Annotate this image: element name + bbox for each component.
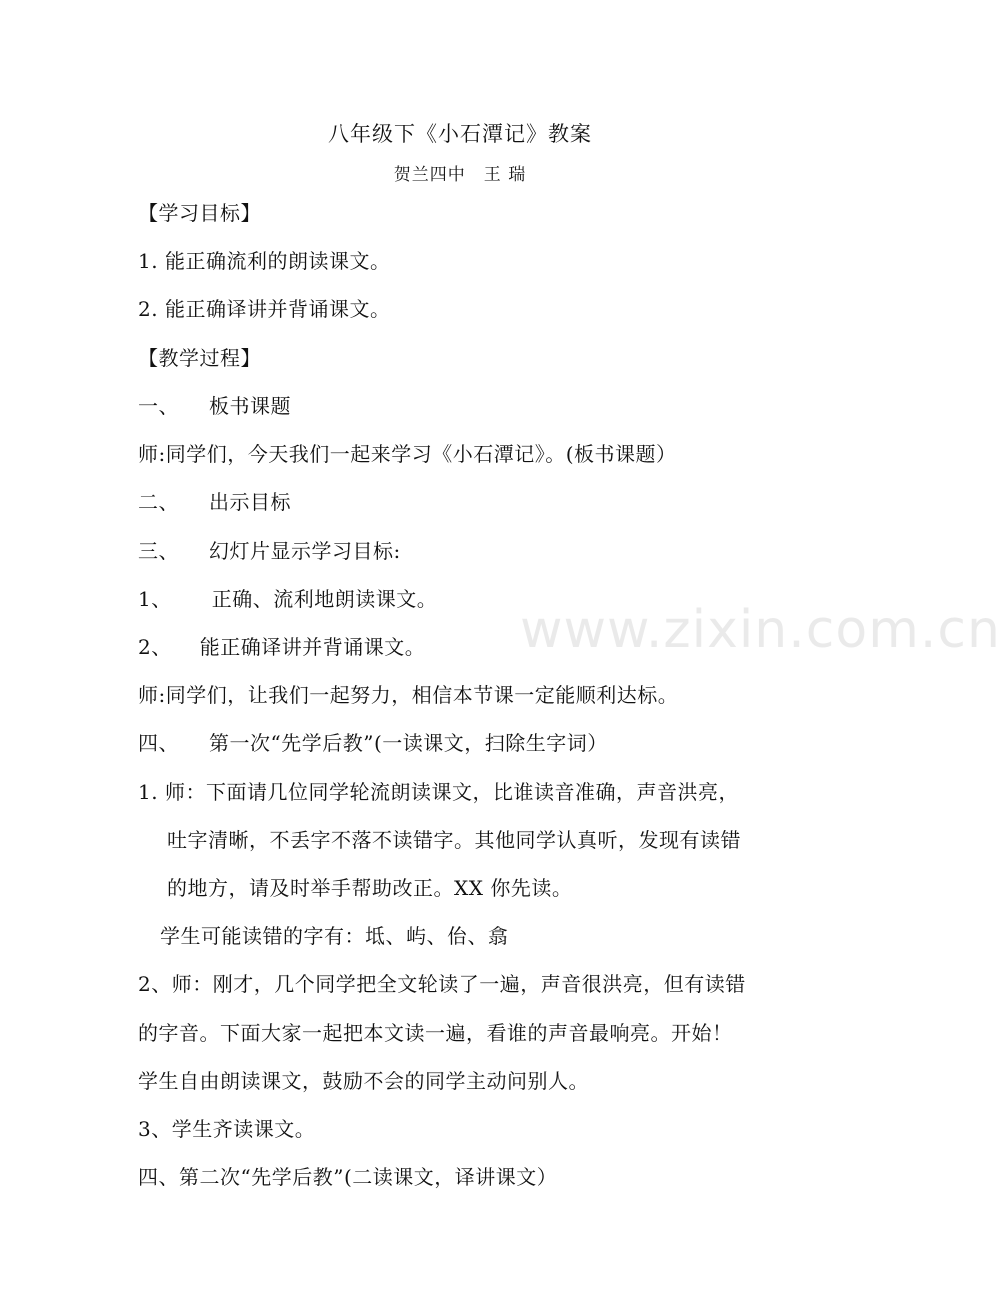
step-number: 一、 <box>138 394 179 418</box>
step-heading-1 <box>138 390 291 419</box>
section-heading-objectives: 【学习目标】 <box>138 201 261 225</box>
item-text: 能正确译讲并背诵课文。 <box>199 635 426 659</box>
teacher-line: 师:同学们，今天我们一起来学习《小石潭记》。(板书课题） <box>138 442 677 466</box>
document-author: 贺兰四中 王 瑞 <box>393 165 527 185</box>
teacher-line: 师:同学们，让我们一起努力，相信本节课一定能顺利达标。 <box>138 683 679 707</box>
paragraph-line: 2、师：刚才，几个同学把全文轮读了一遍，声音很洪亮，但有读错 <box>138 972 746 996</box>
paragraph-line: 3、学生齐读课文。 <box>138 1117 316 1141</box>
slide-objective-2 <box>138 631 425 660</box>
step-heading-3 <box>138 535 401 564</box>
step-text: 出示目标 <box>209 490 291 514</box>
item-number: 2、 <box>138 635 172 659</box>
paragraph-line: 的地方，请及时举手帮助改正。XX 你先读。 <box>167 876 573 900</box>
watermark: www.zixin.com.cn <box>520 600 1001 660</box>
objective-item-2: 2. 能正确译讲并背诵课文。 <box>138 297 391 321</box>
slide-objective-1 <box>138 583 437 612</box>
document-title: 八年级下《小石潭记》教案 <box>328 122 592 146</box>
paragraph-line: 学生自由朗读课文，鼓励不会的同学主动问别人。 <box>138 1069 589 1093</box>
paragraph-line: 1. 师：下面请几位同学轮流朗读课文，比谁读音准确，声音洪亮， <box>138 780 739 804</box>
item-number: 1、 <box>138 587 172 611</box>
step-heading-5: 四、第二次“先学后教”(二读课文，译讲课文） <box>138 1165 558 1189</box>
paragraph-line: 吐字清晰，不丢字不落不读错字。其他同学认真听，发现有读错 <box>167 828 741 852</box>
objective-item-1: 1. 能正确流利的朗读课文。 <box>138 249 391 273</box>
step-number: 三、 <box>138 539 179 563</box>
section-heading-process: 【教学过程】 <box>138 346 261 370</box>
item-text: 正确、流利地朗读课文。 <box>211 587 438 611</box>
step-heading-2 <box>138 486 291 515</box>
step-number: 二、 <box>138 490 179 514</box>
paragraph-line: 的字音。下面大家一起把本文读一遍，看谁的声音最响亮。开始！ <box>138 1021 733 1045</box>
paragraph-line: 学生可能读错的字有：坻、屿、佁、翕 <box>160 924 509 948</box>
step-text: 板书课题 <box>209 394 291 418</box>
step-text: 幻灯片显示学习目标: <box>209 539 401 563</box>
step-number: 四、 <box>138 731 179 755</box>
step-text: 第一次“先学后教”(一读课文，扫除生字词） <box>209 731 608 755</box>
step-heading-4 <box>138 727 608 756</box>
